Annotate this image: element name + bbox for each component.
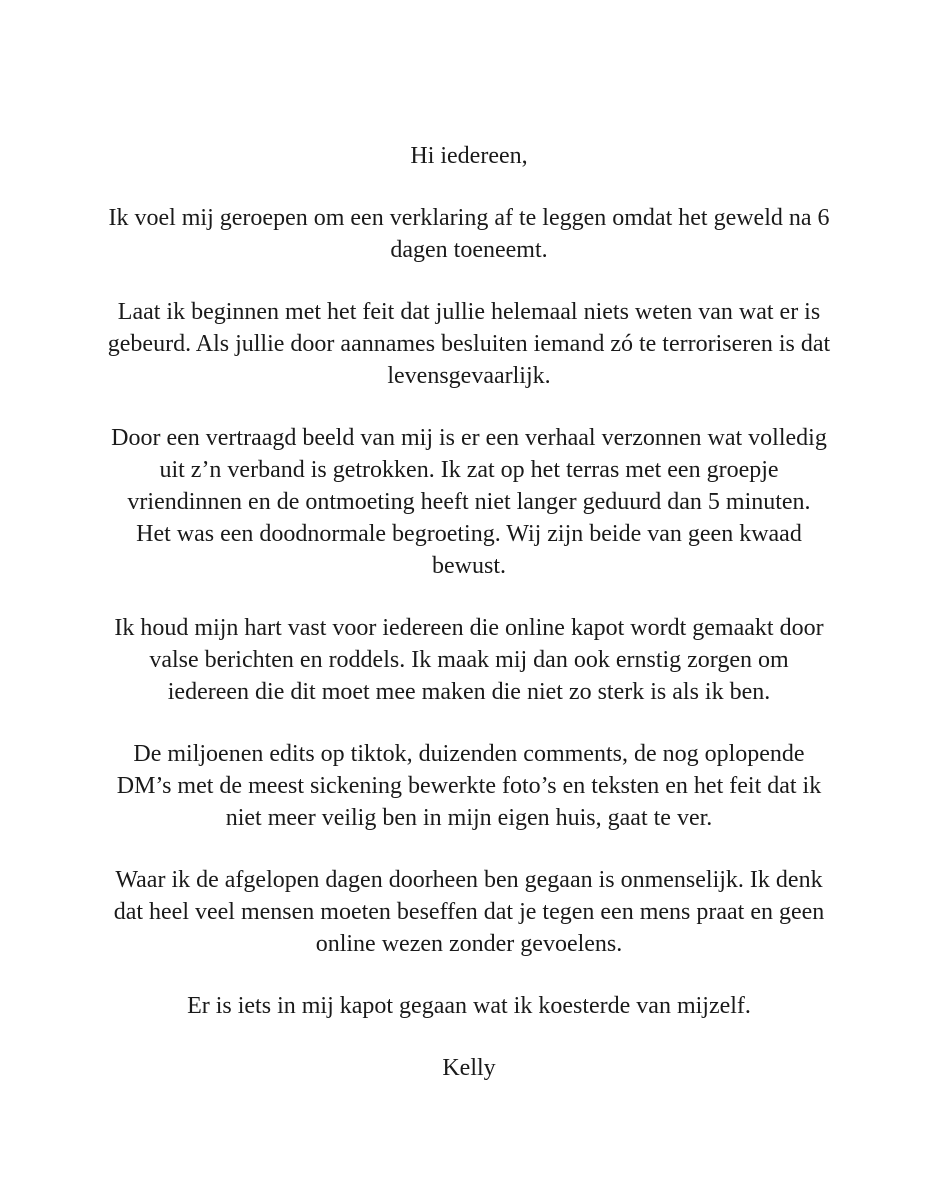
text-line: uit z’n verband is getrokken. Ik zat op het terras met een groepje	[159, 457, 779, 483]
text-line: Laat ik beginnen met het feit dat jullie helemaal niets weten van wat er is	[117, 299, 821, 325]
paragraph-2	[20, 296, 918, 392]
paragraph-1	[20, 202, 918, 266]
text-line: Door een vertraagd beeld van mij is er een verhaal verzonnen wat volledig	[111, 425, 827, 451]
statement-text	[20, 140, 918, 1114]
text-line: Het was een doodnormale begroeting. Wij zijn beide van geen kwaad	[136, 521, 802, 547]
greeting-line: Hi iedereen,	[410, 143, 528, 169]
text-line: Ik houd mijn hart vast voor iedereen die online kapot wordt gemaakt door	[114, 615, 824, 641]
paragraph-3	[20, 422, 918, 582]
paragraph-5	[20, 738, 918, 834]
text-line: levensgevaarlijk.	[387, 363, 551, 389]
text-line: De miljoenen edits op tiktok, duizenden comments, de nog oplopende	[133, 741, 805, 767]
text-line: iedereen die dit moet mee maken die niet zo sterk is als ik ben.	[167, 679, 771, 705]
text-line: DM’s met de meest sickening bewerkte foto’s en teksten en het feit dat ik	[116, 773, 822, 799]
greeting	[20, 140, 918, 172]
text-line: vriendinnen en de ontmoeting heeft niet langer geduurd dan 5 minuten.	[127, 489, 811, 515]
signature	[20, 1052, 918, 1084]
signature-name: Kelly	[442, 1055, 496, 1081]
text-line: online wezen zonder gevoelens.	[315, 931, 623, 957]
paragraph-6	[20, 864, 918, 960]
paragraph-7	[20, 990, 918, 1022]
text-line: Er is iets in mij kapot gegaan wat ik koesterde van mijzelf.	[187, 993, 751, 1019]
paragraph-4	[20, 612, 918, 708]
text-line: Ik voel mij geroepen om een verklaring af te leggen omdat het geweld na 6	[108, 205, 830, 231]
text-line: Waar ik de afgelopen dagen doorheen ben gegaan is onmenselijk. Ik denk	[115, 867, 823, 893]
text-line: bewust.	[432, 553, 506, 579]
text-line: valse berichten en roddels. Ik maak mij dan ook ernstig zorgen om	[149, 647, 789, 673]
text-line: dat heel veel mensen moeten beseffen dat je tegen een mens praat en geen	[113, 899, 825, 925]
text-line: gebeurd. Als jullie door aannames besluiten iemand zó te terroriseren is dat	[107, 331, 831, 357]
text-line: dagen toeneemt.	[390, 237, 548, 263]
text-line: niet meer veilig ben in mijn eigen huis, gaat te ver.	[225, 805, 713, 831]
